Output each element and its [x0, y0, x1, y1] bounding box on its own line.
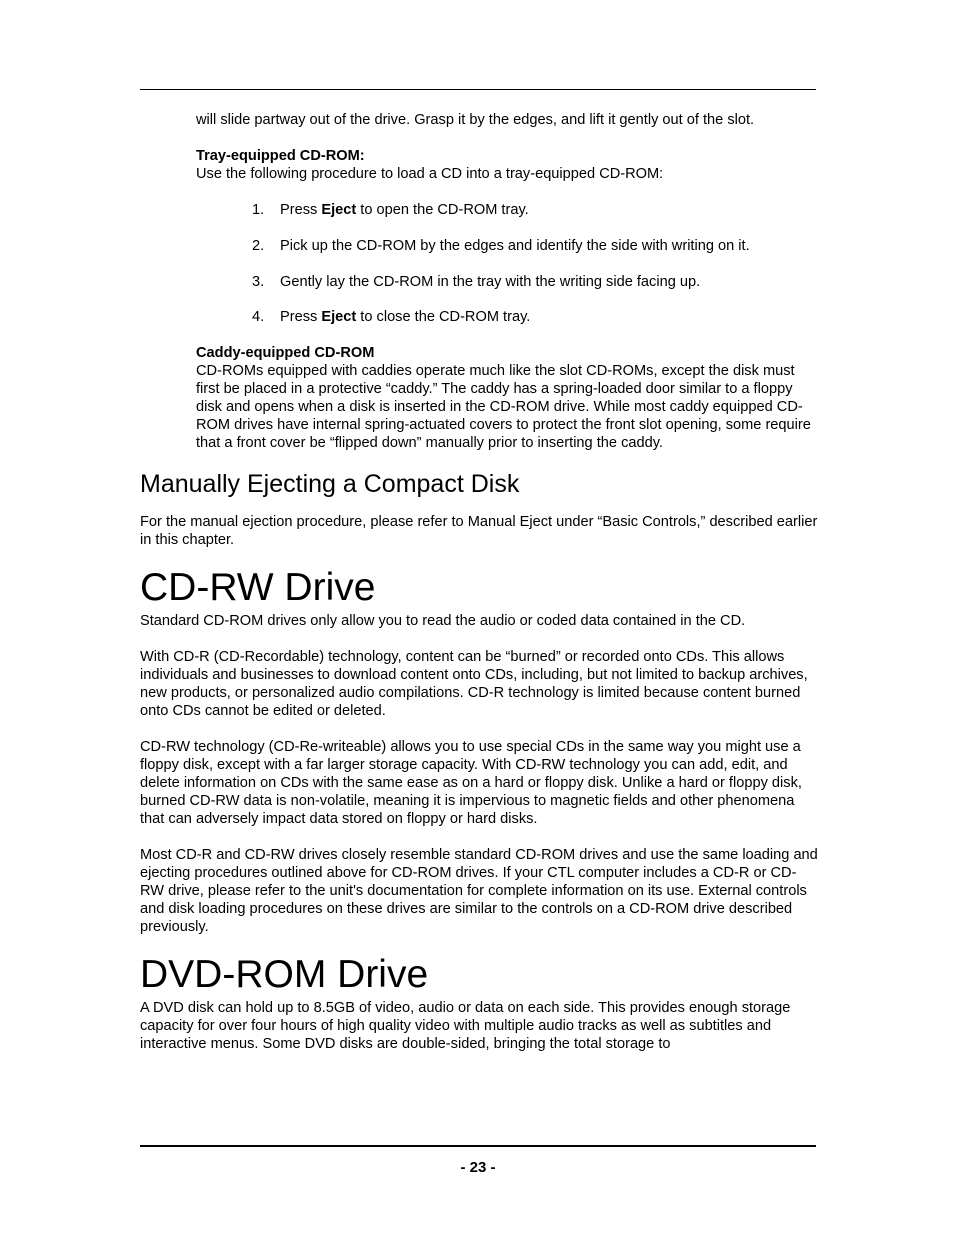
page-body [140, 111, 820, 1053]
tray-intro: Use the following procedure to load a CD into a tray-equipped CD-ROM: [196, 166, 664, 182]
manual-eject-heading: Manually Ejecting a Compact Disk [140, 470, 520, 499]
cdrw-paragraph: CD-RW technology (CD-Re-writeable) allows you to use special CDs in the same way you might use a floppy disk, except with a far larger storage capacity. With CD-RW technology you can add, edit, and delete information on CDs with the same ease as on a hard or floppy disk. Unlike a hard or floppy disk, burned CD-RW data is non-volatile, meaning it is impervious to magnetic fields and other phenomena that can adversely impact data stored on floppy or hard disks. [140, 739, 802, 828]
caddy-heading: Caddy-equipped CD-ROM [196, 345, 375, 362]
step-keyword: Eject [321, 309, 357, 326]
step-number: 3. [252, 273, 265, 290]
dvd-heading: DVD-ROM Drive [140, 953, 429, 997]
step-number: 2. [252, 237, 265, 254]
list-item [252, 237, 820, 255]
caddy-text: CD-ROMs equipped with caddies operate much like the slot CD-ROMs, except the disk must first be placed in a protective “caddy.” The caddy has a spring-loaded door similar to a floppy disk and opens when a disk is inserted in the CD-ROM drive. While most caddy equipped CD-ROM drives have internal spring-actuated covers to protect the front slot opening, some require that a front cover be “flipped down” manually prior to inserting the caddy. [196, 363, 811, 452]
step-keyword: Eject [321, 202, 357, 218]
footer-rule [140, 1145, 816, 1147]
list-item [252, 308, 820, 326]
step-number: 1. [252, 202, 265, 218]
step-text: Press [280, 202, 322, 218]
dvd-text: A DVD disk can hold up to 8.5GB of video, audio or data on each side. This provides enough storage capacity for over four hours of high quality video with multiple audio tracks as well as subtitles and interactive menus. Some DVD disks are double-sided, bringing the total storage to [140, 1000, 791, 1053]
list-item [252, 201, 820, 219]
tray-heading: Tray-equipped CD-ROM: [196, 148, 365, 164]
step-text: Pick up the CD-ROM by the edges and identify the side with writing on it. [280, 237, 750, 254]
cdrw-paragraph: Standard CD-ROM drives only allow you to read the audio or coded data contained in the CD. [140, 613, 746, 630]
cdrw-heading: CD-RW Drive [140, 566, 376, 610]
intro-fragment: will slide partway out of the drive. Grasp it by the edges, and lift it gently out of the slot. [196, 112, 755, 128]
step-text: to close the CD-ROM tray. [356, 309, 531, 326]
step-number: 4. [252, 309, 265, 326]
step-text: to open the CD-ROM tray. [356, 202, 529, 218]
tray-steps-list [140, 201, 820, 326]
cdrw-paragraph: Most CD-R and CD-RW drives closely resemble standard CD-ROM drives and use the same loading and ejecting procedures outlined above for CD-ROM drives. If your CTL computer includes a CD-R or CD-RW drive, please refer to the unit's documentation for complete information on its use. External controls and disk loading procedures on these drives are similar to the controls on a CD-ROM drive described previously. [140, 847, 818, 936]
header-rule [140, 89, 816, 90]
page-number: - 23 - [460, 1159, 496, 1176]
list-item [252, 273, 820, 291]
cdrw-paragraph: With CD-R (CD-Recordable) technology, content can be “burned” or recorded onto CDs. This allows individuals and businesses to download content onto CDs, including, but not limited to backup archives, new products, or personalized audio compilations. CD-R technology is limited because content burned onto CDs cannot be edited or deleted. [140, 649, 808, 720]
step-text: Gently lay the CD-ROM in the tray with the writing side facing up. [280, 273, 701, 290]
step-text: Press [280, 309, 322, 326]
manual-eject-text: For the manual ejection procedure, please refer to Manual Eject under “Basic Controls,” described earlier in this chapter. [140, 514, 818, 549]
